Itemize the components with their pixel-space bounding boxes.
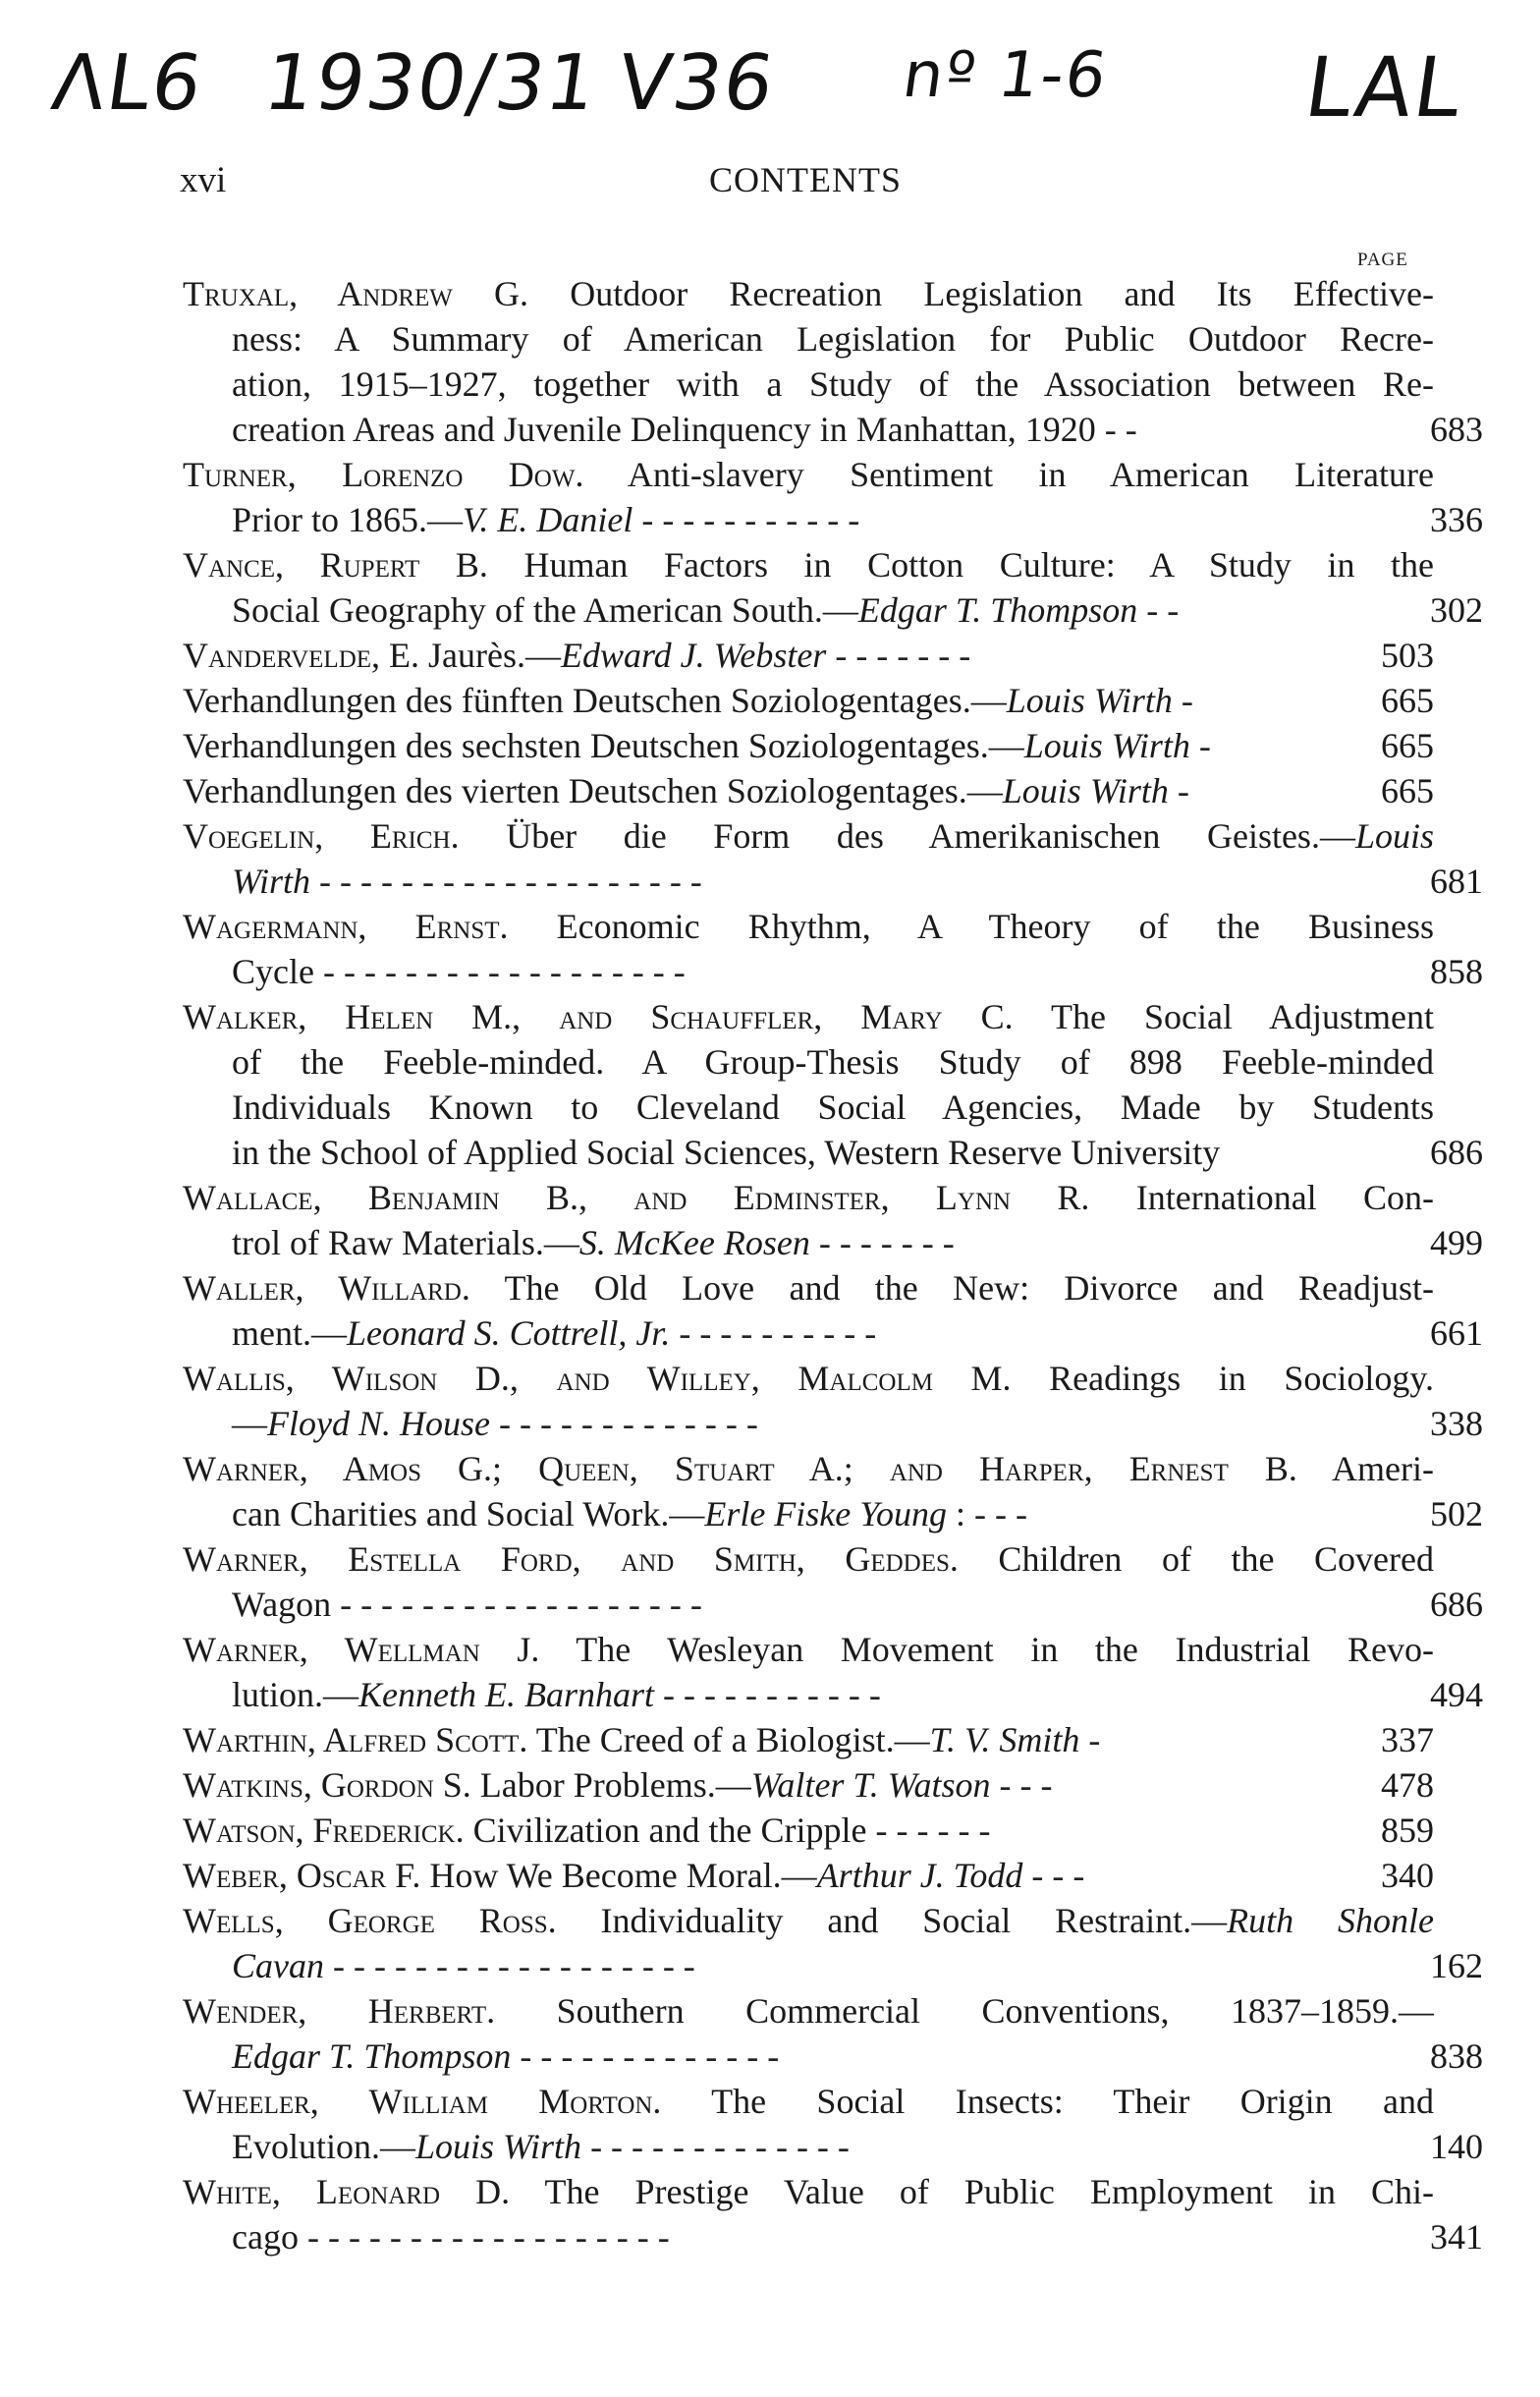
entry-author: Warthin, Alfred Scott. [183, 1720, 528, 1759]
entry-line [183, 1446, 1434, 1491]
entry-title: in the School of Applied Social Sciences, Western Reserve University [232, 1133, 1221, 1172]
entry-title: Über die Form des Amerikanischen Geistes.— [459, 816, 1355, 856]
entry-line [183, 813, 1434, 859]
entry-author: Warner, Wellman J. [183, 1630, 540, 1669]
entry-title: Civilization and the Cripple [464, 1811, 867, 1850]
entry-reviewer: Cavan [232, 1946, 324, 1985]
contents-entry [183, 678, 1434, 723]
entry-reviewer: Walter T. Watson [750, 1765, 991, 1805]
entry-title: Anti-slavery Sentiment in American Literature [583, 455, 1434, 494]
entry-title: Cycle [232, 952, 314, 991]
entry-title: can Charities and Social Work.— [232, 1494, 705, 1533]
entry-title: Prior to 1865.— [232, 500, 464, 539]
page-number: 494 [1430, 1675, 1483, 1714]
entry-reviewer: Louis Wirth [1006, 681, 1173, 720]
page-number: 665 [1381, 681, 1434, 720]
entry-title: ness: A Summary of American Legislation for Public Outdoor Recre- [232, 319, 1434, 359]
entry-line [183, 949, 1483, 994]
leader-dots: - [1189, 726, 1211, 765]
leader-dots: - - - - - - - - - - - - - - - - - - - [310, 862, 702, 901]
entry-title: Readings in Sociology. [1011, 1359, 1434, 1398]
page-number: 478 [1381, 1765, 1434, 1805]
page-number: 340 [1381, 1856, 1434, 1895]
page-number: 665 [1381, 726, 1434, 765]
entry-author: White, Leonard D. [183, 2172, 511, 2211]
entry-author: Wagermann, Ernst. [183, 907, 509, 946]
contents-entry [183, 1175, 1483, 1265]
page-number: 162 [1430, 1946, 1483, 1985]
entry-line [183, 1853, 1434, 1898]
entry-line [183, 1582, 1483, 1627]
entry-line [183, 1762, 1434, 1808]
entry-reviewer: Edward J. Webster [561, 636, 827, 675]
entry-author: Voegelin, Erich. [183, 816, 460, 856]
leader-dots: - - - - - - - - - - [670, 1313, 877, 1353]
page-number: 337 [1381, 1720, 1434, 1759]
entry-title: Individuals Known to Cleveland Social Agencies, Made by Students [232, 1087, 1434, 1127]
entry-line [183, 1220, 1483, 1265]
leader-dots: - - - - - - - - - - - - - - - - - - [324, 1946, 695, 1985]
entry-title: International Con- [1089, 1178, 1434, 1217]
entry-title: Individuality and Social Restraint.— [556, 1901, 1228, 1940]
entry-author: Walker, Helen M., and Schauffler, Mary C. [183, 997, 1014, 1036]
entry-title: The Creed of a Biologist.— [527, 1720, 930, 1759]
entry-reviewer: Louis Wirth [415, 2127, 582, 2166]
entry-line [183, 1356, 1434, 1401]
page-number: 838 [1430, 2036, 1483, 2076]
entry-line [183, 587, 1483, 633]
entry-author: Vance, Rupert B. [183, 545, 488, 585]
entry-author: Wheeler, William Morton. [183, 2082, 662, 2121]
entry-title: Southern Commercial Conventions, 1837–1859.— [495, 1991, 1434, 2031]
page-number: 499 [1430, 1223, 1483, 1262]
entry-author: Watson, Frederick. [183, 1811, 465, 1850]
entry-line [183, 1943, 1483, 1988]
entry-author: Truxal, Andrew G. [183, 274, 529, 313]
page-number: 683 [1430, 410, 1483, 449]
entry-title: — [232, 1404, 267, 1443]
entry-title: Evolution.— [232, 2127, 415, 2166]
entry-line [183, 1808, 1434, 1853]
contents-entry [183, 1898, 1483, 1988]
contents-entry [183, 1717, 1434, 1762]
contents-entry [183, 768, 1434, 813]
entry-reviewer: Kenneth E. Barnhart [358, 1675, 654, 1714]
entry-title: The Wesleyan Movement in the Industrial Revo- [539, 1630, 1434, 1669]
entry-reviewer: T. V. Smith [929, 1720, 1080, 1759]
leader-dots: - - - [990, 1765, 1053, 1805]
page-number: 502 [1430, 1494, 1483, 1533]
entry-title: How We Become Moral.— [420, 1856, 817, 1895]
contents-entry [183, 2169, 1483, 2259]
page-number: 336 [1430, 500, 1483, 539]
entry-author: Wells, George Ross. [183, 1901, 557, 1940]
entry-reviewer: Ruth Shonle [1227, 1901, 1434, 1940]
page-column-heading: PAGE [1357, 250, 1408, 270]
entry-line [183, 1627, 1434, 1672]
contents-entry [183, 813, 1483, 904]
entry-title: creation Areas and Juvenile Delinquency in Manhattan, 1920 [232, 410, 1096, 449]
entry-reviewer: S. McKee Rosen [578, 1223, 810, 1262]
entry-title: ation, 1915–1927, together with a Study of the Association between Re- [232, 364, 1434, 404]
entry-line [183, 678, 1434, 723]
contents-entry [183, 1762, 1434, 1808]
entry-line [183, 271, 1434, 316]
entry-title: Children of the Covered [958, 1539, 1434, 1579]
entry-title: Outdoor Recreation Legislation and Its Effective- [528, 274, 1434, 313]
entry-reviewer: Louis Wirth [1023, 726, 1190, 765]
handwritten-note: LAL [1299, 39, 1469, 136]
page-number: 140 [1430, 2127, 1483, 2166]
leader-dots: - - [1095, 410, 1137, 449]
contents-entry [183, 994, 1483, 1175]
page-number: 302 [1430, 590, 1483, 630]
handwritten-note: V36 [612, 39, 781, 128]
contents-entry [183, 1853, 1434, 1898]
leader-dots: - [1079, 1720, 1101, 1759]
entry-title: The Social Adjustment [1013, 997, 1434, 1036]
entry-line [183, 2034, 1483, 2079]
page-number: 338 [1430, 1404, 1483, 1443]
entry-line [183, 723, 1434, 768]
entry-author: Warner, Amos G.; Queen, Stuart A.; and Harper, Ernest B. [183, 1449, 1297, 1488]
entry-title: lution.— [232, 1675, 359, 1714]
entry-reviewer: Leonard S. Cottrell, Jr. [346, 1313, 671, 1353]
entry-line [183, 994, 1434, 1039]
entry-author: Watkins, Gordon S. [183, 1765, 471, 1805]
handwritten-note: 1930/31 [258, 39, 604, 128]
page-number: 686 [1430, 1133, 1483, 1172]
entry-line [183, 2169, 1434, 2214]
entry-line [183, 497, 1483, 542]
entry-title: The Social Insects: Their Origin and [661, 2082, 1434, 2121]
leader-dots: - - - - - - [866, 1811, 991, 1850]
entry-title: of the Feeble-minded. A Group-Thesis Study of 898 Feeble-minded [232, 1042, 1434, 1082]
leader-dots: - - - - - - - - - - - [654, 1675, 881, 1714]
entry-title: Labor Problems.— [470, 1765, 751, 1805]
entry-line [183, 1130, 1483, 1175]
handwritten-note: nº 1-6 [898, 39, 1113, 112]
entry-reviewer: Wirth [232, 862, 311, 901]
entry-line [183, 1536, 1434, 1582]
page-folio: xvi [180, 160, 227, 200]
leader-dots: - [1168, 771, 1189, 810]
page-title: CONTENTS [709, 160, 902, 199]
leader-dots: - - - - - - - - - - - - - [511, 2036, 780, 2076]
entry-reviewer: Edgar T. Thompson [232, 2036, 512, 2076]
entry-line [183, 904, 1434, 949]
entry-line [183, 1265, 1434, 1310]
entry-line [183, 1672, 1483, 1717]
entry-reviewer: Floyd N. House [267, 1404, 490, 1443]
page-number: 661 [1430, 1313, 1483, 1353]
contents-entry [183, 2079, 1483, 2169]
entry-line [183, 1175, 1434, 1220]
contents-entry [183, 1988, 1483, 2079]
entry-line [183, 362, 1434, 407]
entry-title: Ameri- [1296, 1449, 1434, 1488]
entry-title: trol of Raw Materials.— [232, 1223, 579, 1262]
entry-line [183, 1491, 1483, 1536]
entry-author: Waller, Willard. [183, 1268, 470, 1308]
entry-line [183, 1988, 1434, 2034]
entry-author: Vandervelde, E. [183, 636, 420, 675]
entry-line [183, 542, 1434, 587]
contents-list [183, 271, 1483, 2259]
page-number: 665 [1381, 771, 1434, 810]
leader-dots: - - - - - - - [826, 636, 971, 675]
entry-line [183, 316, 1434, 362]
leader-dots: - [1172, 681, 1193, 720]
contents-entry [183, 1446, 1483, 1536]
entry-line [183, 1039, 1434, 1085]
leader-dots: - - - - - - - - - - - - - - - - - - [331, 1585, 702, 1624]
entry-line [183, 2124, 1483, 2169]
contents-entry [183, 1265, 1483, 1356]
entry-title: Human Factors in Cotton Culture: A Study in the [487, 545, 1434, 585]
contents-entry [183, 723, 1434, 768]
page-number: 686 [1430, 1585, 1483, 1624]
leader-dots: - - - - - - - [809, 1223, 955, 1262]
entry-title: Jaurès.— [419, 636, 561, 675]
entry-title: Verhandlungen des fünften Deutschen Soziologentages.— [183, 681, 1007, 720]
page-number: 858 [1430, 952, 1483, 991]
entry-line [183, 452, 1434, 497]
entry-author: Warner, Estella Ford, and Smith, Geddes. [183, 1539, 959, 1579]
entry-title: Verhandlungen des vierten Deutschen Soziologentages.— [183, 771, 1003, 810]
entry-reviewer: Erle Fiske Young [704, 1494, 947, 1533]
contents-entry [183, 1808, 1434, 1853]
contents-entry [183, 633, 1434, 678]
entry-title: Wagon [232, 1585, 332, 1624]
entry-reviewer: Arthur J. Todd [816, 1856, 1023, 1895]
entry-line [183, 407, 1483, 452]
entry-title: cago [232, 2217, 299, 2257]
leader-dots: - - - - - - - - - - - - - - - - - - [313, 952, 686, 991]
entry-title: Verhandlungen des sechsten Deutschen Soziologentages.— [183, 726, 1024, 765]
leader-dots: - - [1137, 590, 1180, 630]
contents-entry [183, 1536, 1483, 1627]
contents-entry [183, 1627, 1483, 1717]
handwritten-note: ΛL6 [46, 39, 209, 128]
entry-line [183, 1898, 1434, 1943]
entry-title: Social Geography of the American South.— [232, 590, 858, 630]
entry-line [183, 1310, 1483, 1356]
entry-author: Wallace, Benjamin B., and Edminster, Lynn R. [183, 1178, 1090, 1217]
page-number: 503 [1381, 636, 1434, 675]
contents-entry [183, 904, 1483, 994]
entry-line [183, 633, 1434, 678]
contents-entry [183, 452, 1483, 542]
leader-dots: - - - - - - - - - - - - - - - - - - [298, 2217, 670, 2257]
entry-reviewer: Louis [1354, 816, 1434, 856]
leader-dots: - - - [1022, 1856, 1085, 1895]
entry-author: Weber, Oscar F. [183, 1856, 421, 1895]
contents-entry [183, 542, 1483, 633]
entry-author: Wallis, Wilson D., and Willey, Malcolm M. [183, 1359, 1012, 1398]
entry-line [183, 768, 1434, 813]
entry-line [183, 1401, 1483, 1446]
page-number: 859 [1381, 1811, 1434, 1850]
leader-dots: - - - - - - - - - - - - - [489, 1404, 758, 1443]
entry-line [183, 2079, 1434, 2124]
entry-author: Turner, Lorenzo Dow. [183, 455, 584, 494]
leader-dots: - - - - - - - - - - - [632, 500, 860, 539]
entry-line [183, 859, 1483, 904]
leader-dots: - - - - - - - - - - - - - [581, 2127, 850, 2166]
entry-title: The Old Love and the New: Divorce and Readjust- [469, 1268, 1434, 1308]
entry-title: Economic Rhythm, A Theory of the Business [508, 907, 1434, 946]
entry-line [183, 2214, 1483, 2259]
contents-entry [183, 1356, 1483, 1446]
entry-reviewer: Edgar T. Thompson [857, 590, 1138, 630]
entry-reviewer: V. E. Daniel [463, 500, 633, 539]
page-number: 341 [1430, 2217, 1483, 2257]
entry-title: The Prestige Value of Public Employment in Chi- [510, 2172, 1434, 2211]
entry-title: ment.— [232, 1313, 347, 1353]
leader-dots: : - - - [946, 1494, 1027, 1533]
entry-author: Wender, Herbert. [183, 1991, 496, 2031]
page-number: 681 [1430, 862, 1483, 901]
contents-entry [183, 271, 1483, 452]
handwritten-annotation [39, 39, 1512, 147]
entry-line [183, 1717, 1434, 1762]
entry-reviewer: Louis Wirth [1002, 771, 1169, 810]
entry-line [183, 1085, 1434, 1130]
